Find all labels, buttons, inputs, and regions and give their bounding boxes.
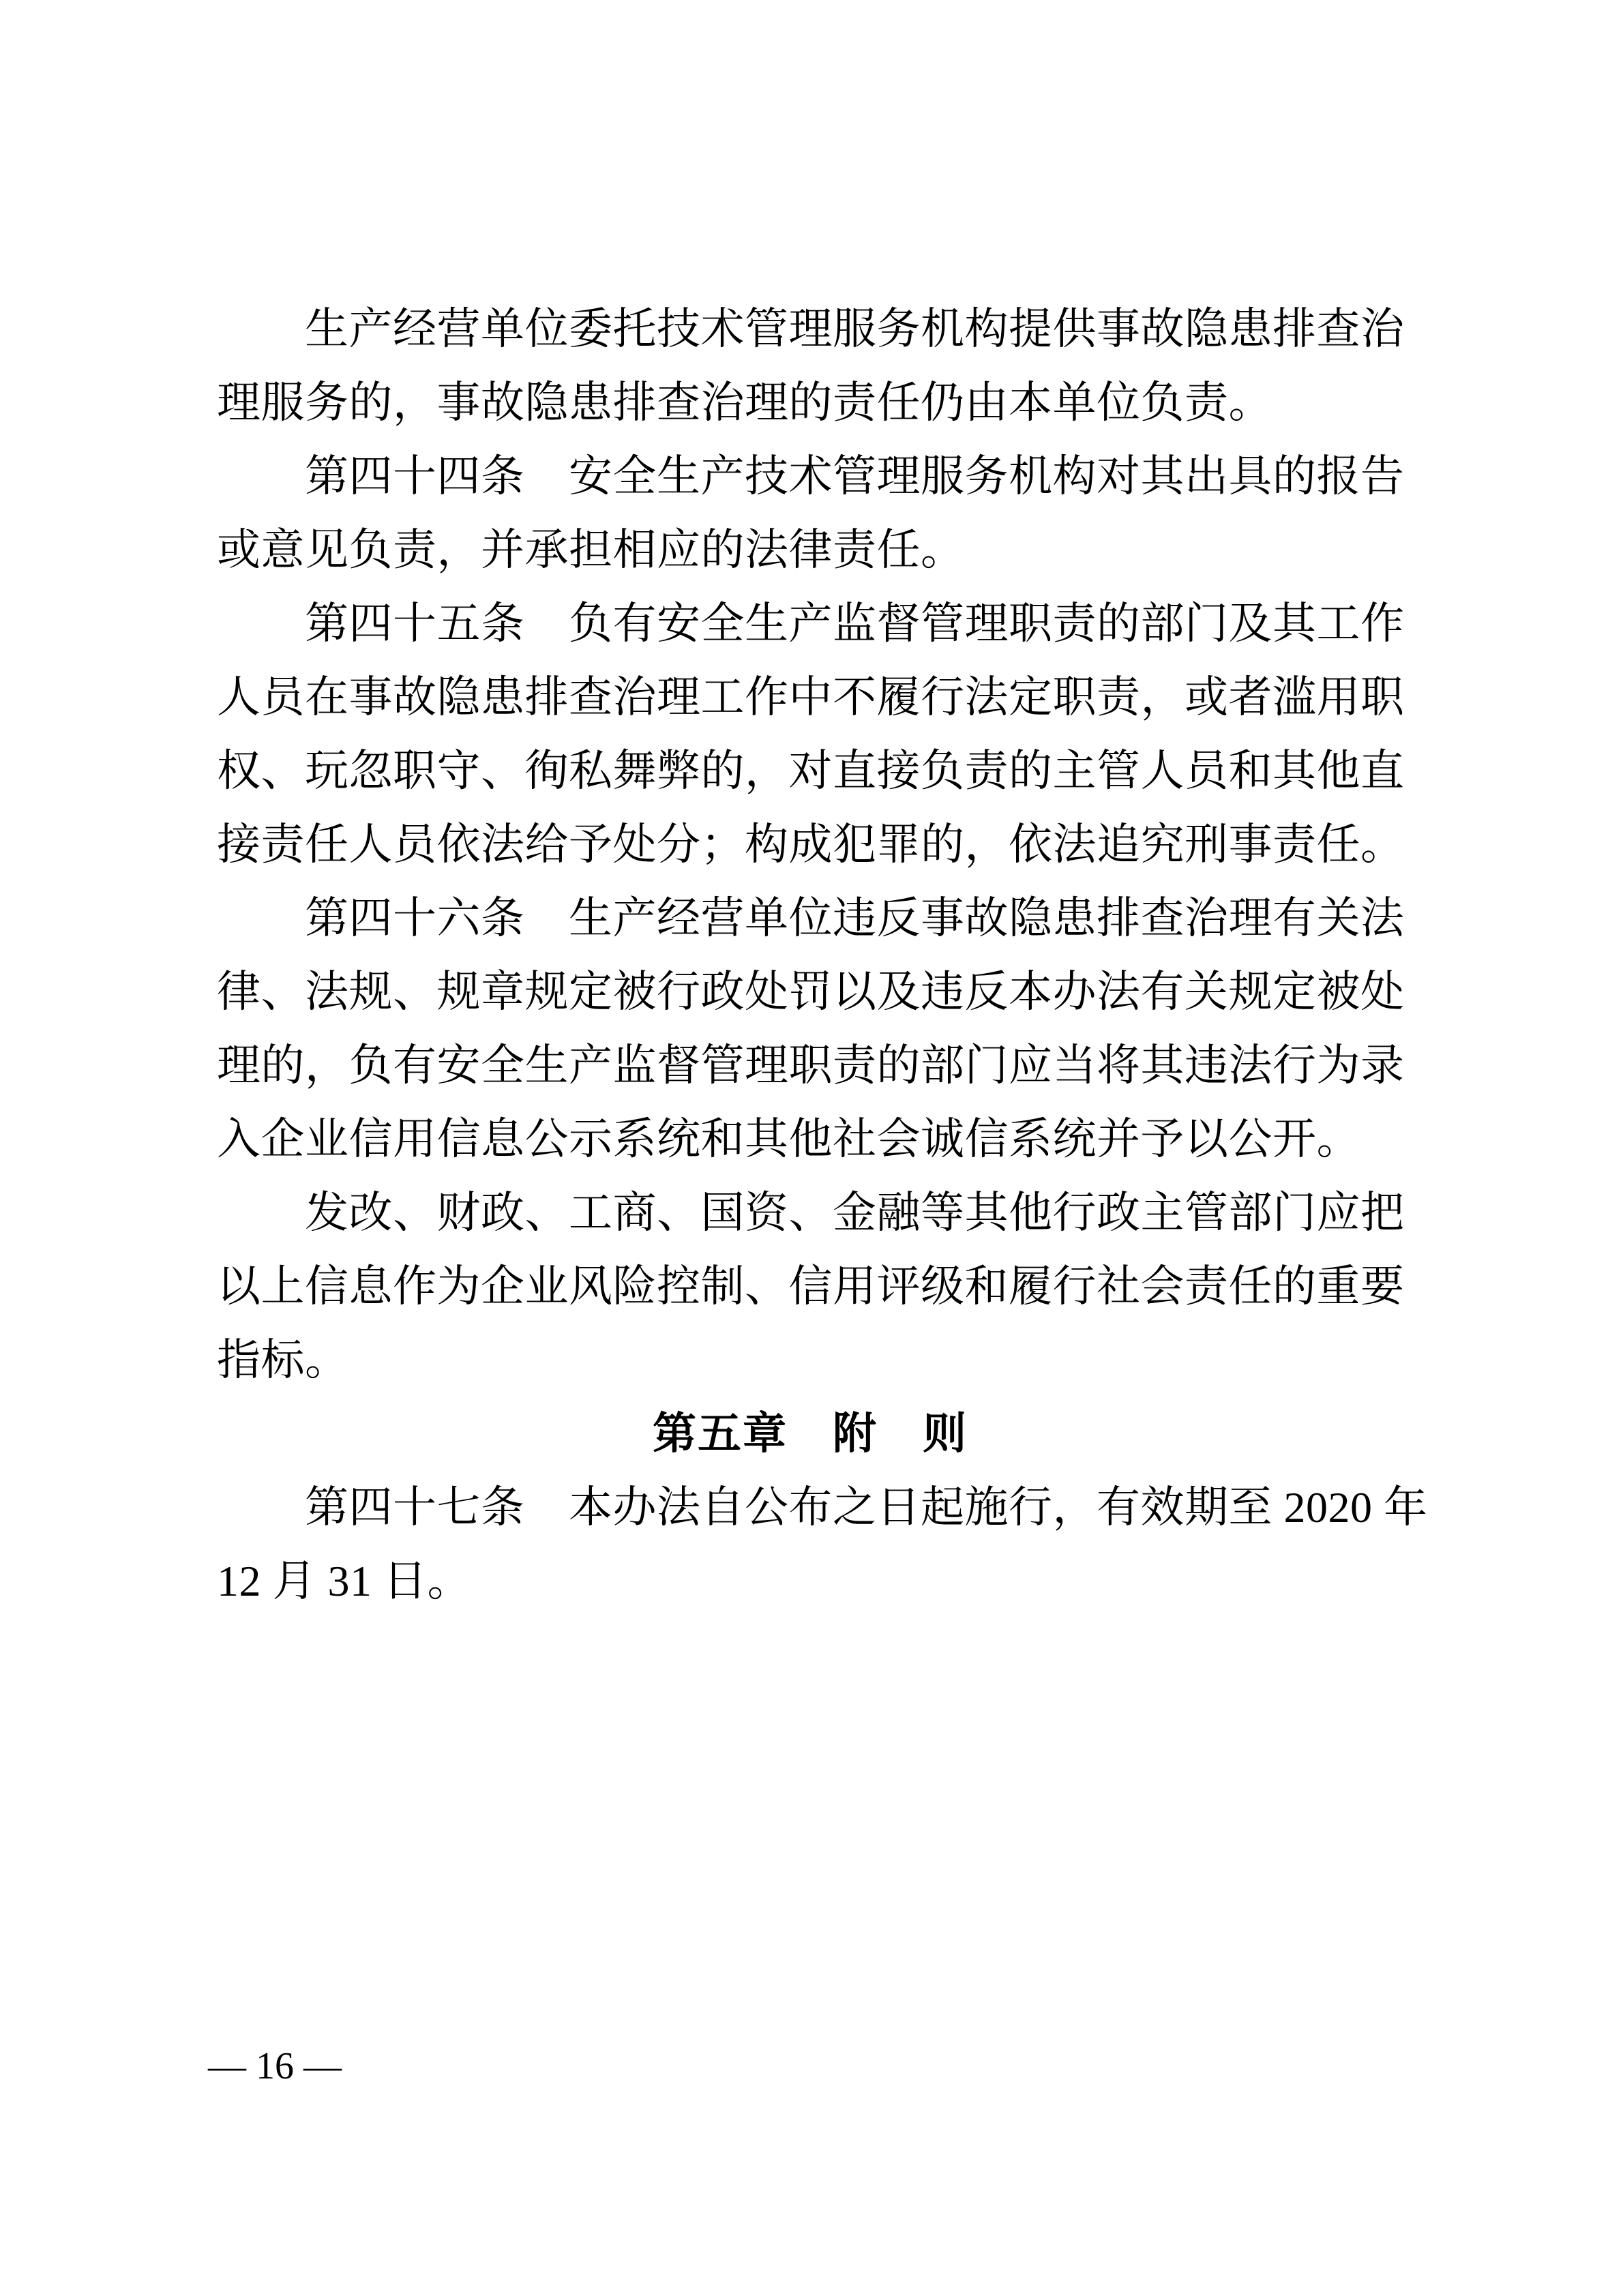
text-line: 以上信息作为企业风险控制、信用评级和履行社会责任的重要 (217, 1262, 1405, 1311)
text-line: 指标。 (217, 1336, 349, 1384)
text-line: 12 月 31 日。 (217, 1557, 471, 1605)
text-line: 入企业信用信息公示系统和其他社会诚信系统并予以公开。 (217, 1115, 1360, 1163)
text-line: 理服务的，事故隐患排查治理的责任仍由本单位负责。 (217, 378, 1272, 427)
text-line: 理的，负有安全生产监督管理职责的部门应当将其违法行为录 (217, 1041, 1405, 1090)
text-line: 或意见负责，并承担相应的法律责任。 (217, 526, 965, 574)
text-line: 第四十五条 负有安全生产监督管理职责的部门及其工作 (217, 599, 1405, 648)
text-line: 发改、财政、工商、国资、金融等其他行政主管部门应把 (217, 1189, 1405, 1237)
page-number: — 16 — (208, 2045, 342, 2087)
text-line: 人员在事故隐患排查治理工作中不履行法定职责，或者滥用职 (217, 673, 1405, 721)
text-line: 生产经营单位委托技术管理服务机构提供事故隐患排查治 (217, 305, 1405, 353)
text-line: 第四十七条 本办法自公布之日起施行，有效期至 2020 年 (217, 1483, 1428, 1532)
text-line: 权、玩忽职守、徇私舞弊的，对直接负责的主管人员和其他直 (217, 747, 1405, 795)
text-line: 第四十四条 安全生产技术管理服务机构对其出具的报告 (217, 452, 1405, 501)
text-line: 接责任人员依法给予处分；构成犯罪的，依法追究刑事责任。 (217, 820, 1405, 869)
chapter-heading: 第五章 附 则 (653, 1410, 968, 1458)
text-line: 第四十六条 生产经营单位违反事故隐患排查治理有关法 (217, 894, 1405, 942)
document-body (217, 293, 1428, 1618)
text-line: 律、法规、规章规定被行政处罚以及违反本办法有关规定被处 (217, 968, 1405, 1016)
